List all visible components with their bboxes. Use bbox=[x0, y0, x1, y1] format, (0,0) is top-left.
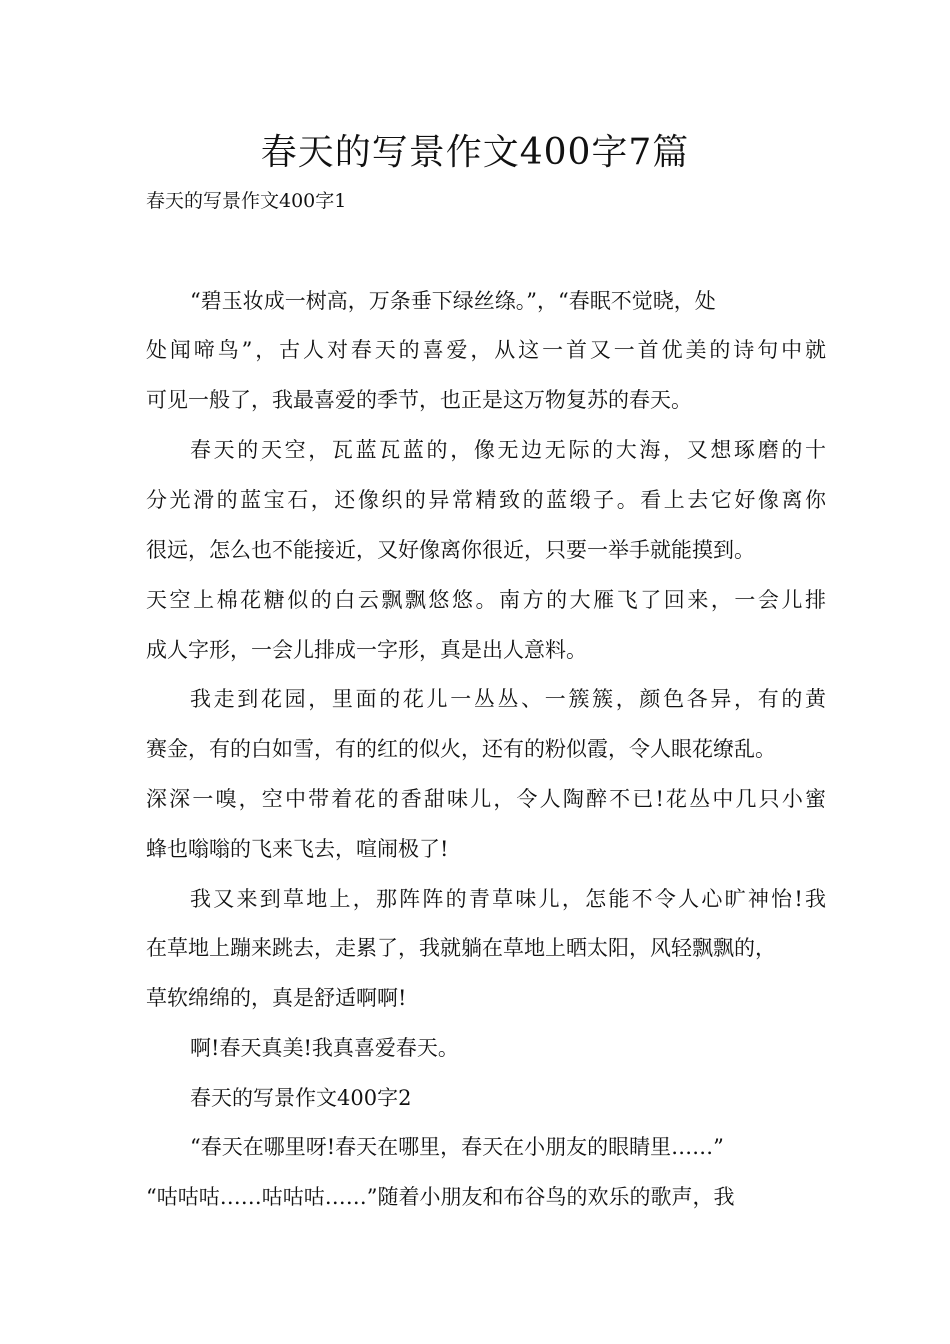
text-line: 分光滑的蓝宝石，还像织的异常精致的蓝缎子。看上去它好像离你 bbox=[146, 488, 826, 512]
text-line: 深深一嗅，空中带着花的香甜味儿，令人陶醉不已!花丛中几只小蜜 bbox=[146, 787, 826, 811]
text-line: “春天在哪里呀!春天在哪里，春天在小朋友的眼睛里……” bbox=[190, 1135, 724, 1159]
text-line: “咕咕咕……咕咕咕……”随着小朋友和布谷鸟的欢乐的歌声，我 bbox=[146, 1185, 735, 1209]
text-line: 处闻啼鸟”，古人对春天的喜爱，从这一首又一首优美的诗句中就 bbox=[146, 338, 826, 362]
text-line: 可见一般了，我最喜爱的季节，也正是这万物复苏的春天。 bbox=[146, 388, 692, 412]
text-line: 蜂也嗡嗡的飞来飞去，喧闹极了! bbox=[146, 837, 449, 861]
text-line: 在草地上蹦来跳去，走累了，我就躺在草地上晒太阳，风轻飘飘的， bbox=[146, 936, 776, 960]
text-line: 很远，怎么也不能接近，又好像离你很近，只要一举手就能摸到。 bbox=[146, 538, 755, 562]
text-line: 赛金，有的白如雪，有的红的似火，还有的粉似霞，令人眼花缭乱。 bbox=[146, 737, 776, 761]
text-line: 啊!春天真美!我真喜爱春天。 bbox=[190, 1036, 459, 1060]
section-heading-1: 春天的写景作文400字1 bbox=[146, 190, 347, 212]
text-line: “碧玉妆成一树高，万条垂下绿丝绦。”，“春眠不觉晓，处 bbox=[190, 289, 716, 313]
text-line: 成人字形，一会儿排成一字形，真是出人意料。 bbox=[146, 638, 587, 662]
text-line: 草软绵绵的，真是舒适啊啊! bbox=[146, 986, 407, 1010]
document-title: 春天的写景作文400字7篇 bbox=[260, 132, 690, 173]
text-line: 春天的天空，瓦蓝瓦蓝的，像无边无际的大海，又想琢磨的十 bbox=[190, 438, 826, 462]
section-heading-2: 春天的写景作文400字2 bbox=[190, 1086, 412, 1110]
text-line: 我走到花园，里面的花儿一丛丛、一簇簇，颜色各异，有的黄 bbox=[190, 687, 826, 711]
text-line: 天空上棉花糖似的白云飘飘悠悠。南方的大雁飞了回来，一会儿排 bbox=[146, 588, 826, 612]
text-line: 我又来到草地上，那阵阵的青草味儿，怎能不令人心旷神怡!我 bbox=[190, 887, 826, 911]
